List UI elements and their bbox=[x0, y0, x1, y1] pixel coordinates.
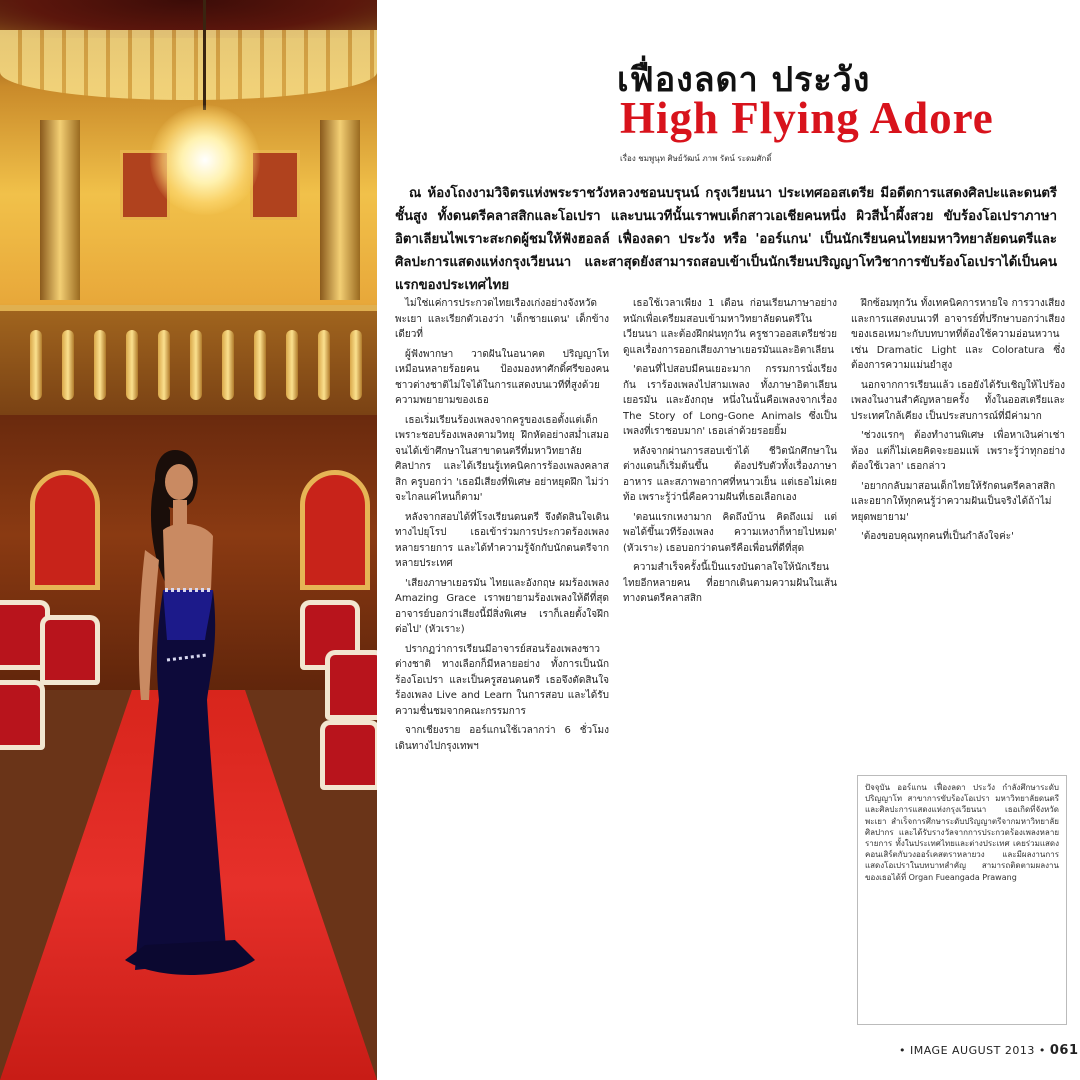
article-byline: เรื่อง ชมพูนุท ศิษย์วัฒน์ ภาพ รัตน์ ระดมศักดิ์ bbox=[620, 154, 772, 163]
paragraph: 'ต้องขอบคุณทุกคนที่เป็นกำลังใจค่ะ' bbox=[861, 531, 1014, 542]
paragraph: ไม่ใช่แค่การประกวดไทยเรืองเก่งอย่างจังหวัดพะเยา และเรียกตัวเองว่า 'เด็กชายแดน' เด็กข้างเดียวที่ bbox=[395, 298, 609, 340]
paragraph: 'ช่วงแรกๆ ต้องทำงานพิเศษ เพื่อหาเงินค่าเช่าห้อง แต่ก็ไม่เคยคิดจะยอมแพ้ เพราะรู้ว่าทุกอย่างต้องใช้เวลา' เธอกล่าว bbox=[851, 430, 1065, 472]
paragraph: หลังจากสอบได้ที่โรงเรียนดนตรี จึงตัดสินใจเดินทางไปยุโรป เธอเข้าร่วมการประกวดร้องเพลงหลายรายการ และได้ทำความรู้จักกับนักดนตรีจากหลายประเทศ bbox=[395, 511, 609, 569]
baluster bbox=[318, 330, 330, 400]
paragraph: เธอเริ่มเรียนร้องเพลงจากครูของเธอตั้งแต่เด็ก เพราะชอบร้องเพลงตามวิทยุ ฝึกหัดอย่างสม่ำเสมอจนได้เข้าศึกษาในสาขาดนตรีที่มหาวิทยาลัยศิลปากร และได้เรียนรู้เทคนิคการร้องเพลงคลาสสิก ครูบอกว่า 'เธอมีเสียงที่พิเศษ อย่าหยุดฝึก ไม่ว่าจะไกลแค่ไหนก็ตาม' bbox=[395, 414, 609, 503]
chair bbox=[40, 615, 100, 685]
article-page bbox=[377, 0, 1080, 1080]
woman-in-blue-gown-icon bbox=[115, 440, 265, 980]
article-column-3 bbox=[851, 296, 1065, 766]
paragraph: เธอใช้เวลาเพียง 1 เดือน ก่อนเรียนภาษาอย่างหนักเพื่อเตรียมสอบเข้ามหาวิทยาลัยดนตรีในเวียนนา และต้องฝึกฝนทุกวัน ครูชาวออสเตรียช่วยดูแลเรื่องการออกเสียงภาษาเยอรมันและอิตาเลียน bbox=[623, 298, 837, 356]
cover-photo bbox=[0, 0, 377, 1080]
paragraph: ปรากฏว่าการเรียนมีอาจารย์สอนร้องเพลงชาวต่างชาติ ทางเลือกก็มีหลายอย่าง ทั้งการเป็นนักร้องโอเปรา และเป็นครูสอนดนตรี เธอจึงตัดสินใจร้องเพลง Live and Learn ในการสอบ และได้รับความชื่นชมจากคณะกรรมการ bbox=[395, 643, 609, 717]
baluster bbox=[222, 330, 234, 400]
baluster bbox=[62, 330, 74, 400]
chair bbox=[0, 680, 45, 750]
magazine-issue: • IMAGE AUGUST 2013 • bbox=[899, 1044, 1046, 1057]
column-left bbox=[40, 120, 80, 300]
ornate-ceiling bbox=[0, 30, 377, 100]
baluster bbox=[30, 330, 42, 400]
article-title-thai: เฟื่องลดา ประวัง bbox=[617, 60, 871, 100]
chandelier bbox=[150, 105, 260, 215]
doorway-arch bbox=[300, 470, 370, 590]
column-right bbox=[320, 120, 360, 300]
article-lead: ณ ห้องโถงงามวิจิตรแห่งพระราชวังหลวงชอนบรุนน์ กรุงเวียนนา ประเทศออสเตรีย มีอดีตการแสดงศิลปะและดนตรีชั้นสูง ทั้งดนตรีคลาสสิกและโอเปรา และบนเวทีนั้นเราพบเด็กสาวเอเชียคนหนึ่ง ผิวสีน้ำผึ้งสวย ขับร้องโอเปราภาษาอิตาเลียนไพเราะสะกดผู้ชมให้ฟังฮอลล์ เฟื่องลดา ประวัง หรือ 'ออร์แกน' เป็นนักเรียนคนไทยมหาวิทยาลัยดนตรีและศิลปะการแสดงแห่งกรุงเวียนนา และสาสุดยังสามารถสอบเข้าเป็นนักเรียนปริญญาโทวิชาการขับร้องโอเปราได้เป็นคนแรกของประเทศไทย bbox=[395, 186, 1057, 293]
baluster bbox=[94, 330, 106, 400]
paragraph: ความสำเร็จครั้งนี้เป็นแรงบันดาลใจให้นักเรียนไทยอีกหลายคน ที่อยากเดินตามความฝันในเส้นทางดนตรีคลาสสิก bbox=[623, 562, 837, 604]
baluster bbox=[254, 330, 266, 400]
baluster bbox=[286, 330, 298, 400]
chair bbox=[325, 650, 377, 720]
page-number: 061 bbox=[1049, 1043, 1079, 1058]
paragraph: จากเชียงราย ออร์แกนใช้เวลากว่า 6 ชั่วโมง เดินทางไปกรุงเทพฯ bbox=[395, 725, 609, 752]
baluster bbox=[350, 330, 362, 400]
article-column-2 bbox=[623, 296, 837, 1036]
article-column-1 bbox=[395, 296, 609, 1036]
page-footer bbox=[899, 1043, 1079, 1058]
baluster bbox=[190, 330, 202, 400]
paragraph: 'เสียงภาษาเยอรมัน ไทยและอังกฤษ ผมร้องเพลง Amazing Grace เราพยายามร้องเพลงให้ดีที่สุด อาจารย์บอกว่าเสียงนี้มีสิ่งพิเศษ เราก็เลยตั้งใจฝึกต่อไป' (หัวเราะ) bbox=[395, 577, 609, 635]
paragraph: 'ตอนแรกเหงามาก คิดถึงบ้าน คิดถึงแม่ แต่พอได้ขึ้นเวทีร้องเพลง ความเหงาก็หายไปหมด' (หัวเราะ) เธอบอกว่าดนตรีคือเพื่อนที่ดีที่สุด bbox=[623, 511, 837, 554]
paragraph: ฝึกซ้อมทุกวัน ทั้งเทคนิคการหายใจ การวางเสียง และการแสดงบนเวที อาจารย์ที่ปรึกษาบอกว่าเสียงของเธอเหมาะกับบทบาทที่ต้องใช้ความอ่อนหวาน เช่น Dramatic Light และ Coloratura ซึ่งต้องการความแม่นยำสูง bbox=[851, 298, 1065, 371]
chandelier-chain bbox=[203, 0, 206, 110]
paragraph: นอกจากการเรียนแล้ว เธอยังได้รับเชิญให้ไปร้องเพลงในงานสำคัญหลายครั้ง ทั้งในออสเตรียและประเทศใกล้เคียง เป็นประสบการณ์ที่มีค่ามาก bbox=[851, 379, 1065, 422]
paragraph: 'ตอนที่ไปสอบมีคนเยอะมาก กรรมการนั่งเรียงกัน เราร้องเพลงไปสามเพลง ทั้งภาษาอิตาเลียน เยอรมัน และอังกฤษ หนึ่งในนั้นคือเพลงจากเรื่อง The Story of Long-Gone Animals ซึ่งเป็นเพลงที่เราชอบมาก' เธอเล่าด้วยรอยยิ้ม bbox=[623, 364, 837, 437]
doorway-arch bbox=[30, 470, 100, 590]
baluster bbox=[158, 330, 170, 400]
bio-caption-box: ปัจจุบัน ออร์แกน เฟื่องลดา ประวัง กำลังศึกษาระดับปริญญาโท สาขาการขับร้องโอเปรา มหาวิทยาลัยดนตรีและศิลปะการแสดงแห่งกรุงเวียนนา เธอเกิดที่จังหวัดพะเยา สำเร็จการศึกษาระดับปริญญาตรีจากมหาวิทยาลัยศิลปากร และได้รับรางวัลจากการประกวดร้องเพลงหลายรายการ ทั้งในประเทศไทยและต่างประเทศ เคยร่วมแสดงคอนเสิร์ตกับวงออร์เคสตราหลายวง และมีผลงานการแสดงโอเปราในบทบาทสำคัญ สามารถติดตามผลงานของเธอได้ที่ Organ Fueangada Prawang bbox=[857, 775, 1067, 1025]
article-title-english: High Flying Adore bbox=[620, 93, 994, 143]
paragraph: ผู้ฟังพากษา วาดฝันในอนาคต ปริญญาโทเหมือนหลายร้อยคน ป้องมองหาศักดิ์ศรีของคนชาวต่างชาติไม่ใจได้ในการแสดงบนเวทีที่สูงด้วยความพยายามของเธอ bbox=[395, 348, 609, 406]
paragraph: หลังจากผ่านการสอบเข้าได้ ชีวิตนักศึกษาในต่างแดนก็เริ่มต้นขึ้น ต้องปรับตัวทั้งเรื่องภาษา อาหาร และสภาพอากาศที่หนาวเย็น แต่เธอไม่เคยท้อ เพราะรู้ว่านี่คือความฝันที่เธอเลือกเอง bbox=[623, 445, 837, 503]
paragraph: 'อยากกลับมาสอนเด็กไทยให้รักดนตรีคลาสสิก และอยากให้ทุกคนรู้ว่าความฝันเป็นจริงได้ถ้าไม่หยุดพยายาม' bbox=[851, 480, 1056, 523]
baluster bbox=[126, 330, 138, 400]
chair bbox=[320, 720, 377, 790]
